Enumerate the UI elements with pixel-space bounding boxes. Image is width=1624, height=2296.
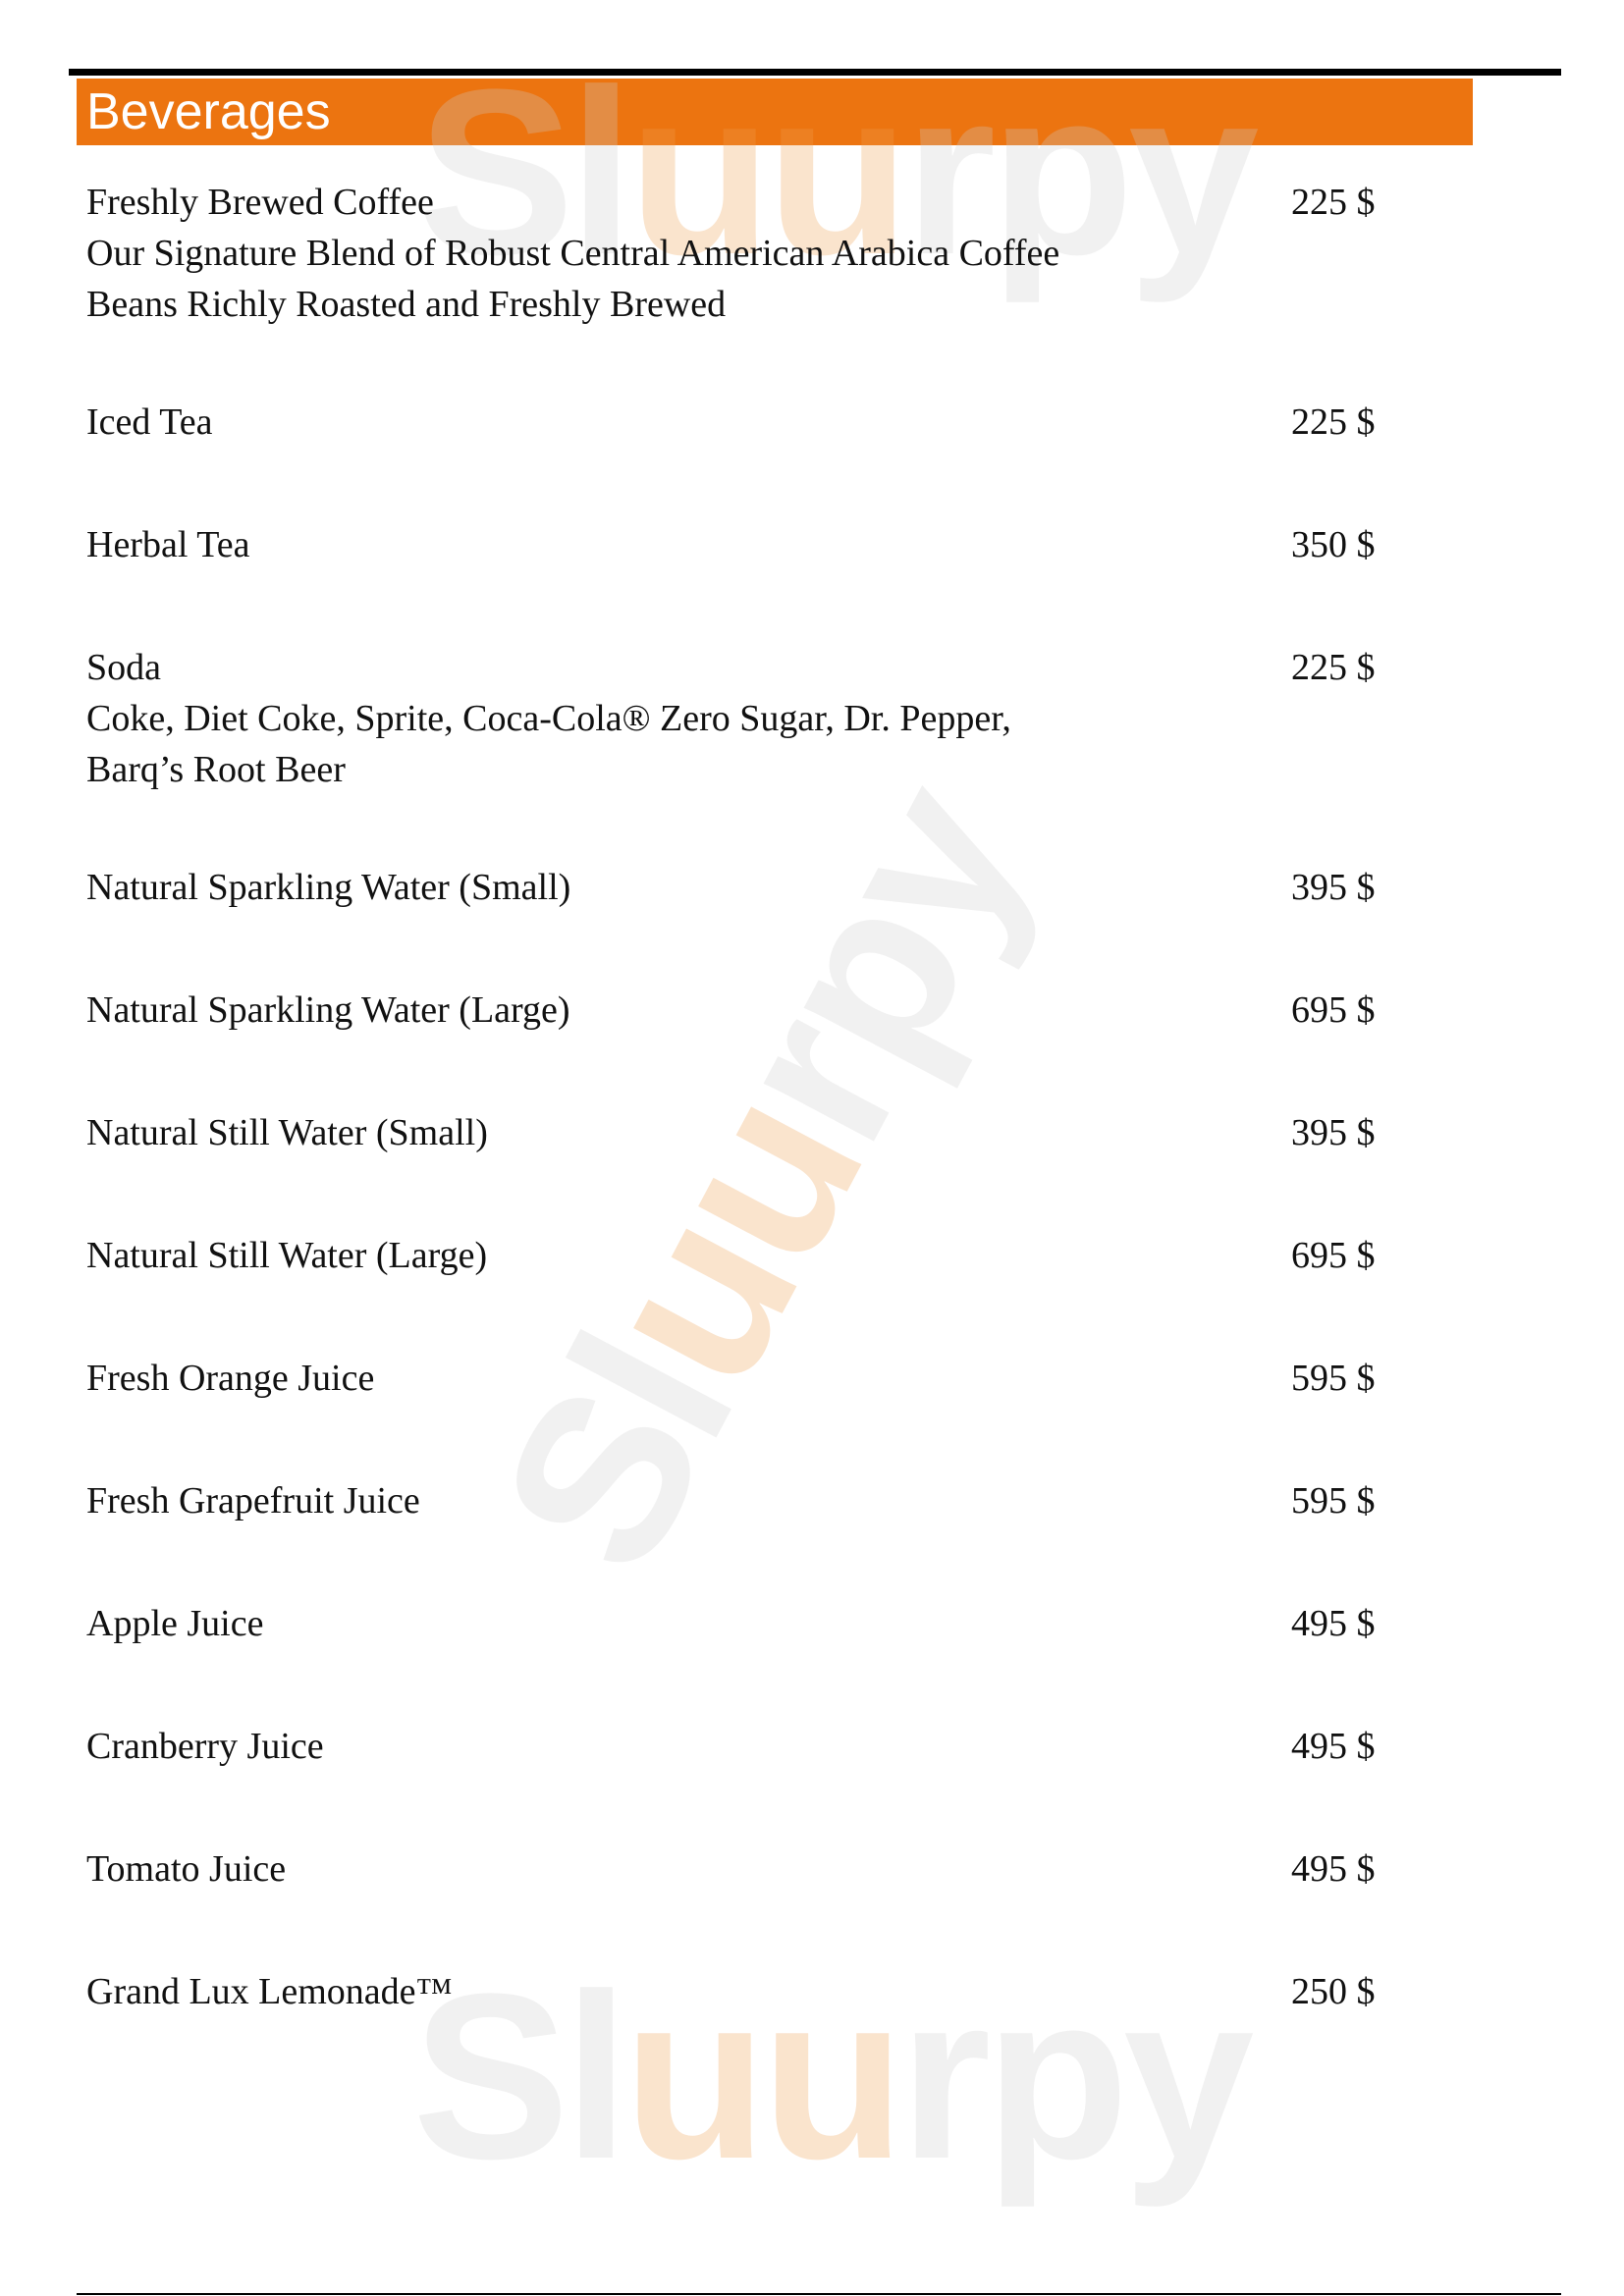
menu-item-price: 495 $ [1291, 1848, 1376, 1890]
bottom-rule [77, 2293, 1561, 2295]
menu-item [86, 862, 1382, 913]
watermark-logo: Sluurpy [449, 747, 1075, 1610]
menu-item-price: 350 $ [1291, 524, 1376, 565]
menu-item-name: Soda [86, 647, 161, 688]
menu-item-name: Fresh Grapefruit Juice [86, 1480, 420, 1522]
menu-item-price: 250 $ [1291, 1971, 1376, 2012]
menu-item-description: Our Signature Blend of Robust Central American Arabica Coffee [86, 233, 1060, 274]
menu-item-description: Coke, Diet Coke, Sprite, Coca-Cola® Zero Sugar, Dr. Pepper, [86, 698, 1011, 739]
menu-item-name: Iced Tea [86, 401, 213, 443]
section-title: Beverages [86, 83, 331, 140]
menu-item-name: Natural Still Water (Large) [86, 1235, 488, 1276]
menu-item-name: Natural Still Water (Small) [86, 1112, 488, 1153]
watermark-logo: Sluurpy [417, 40, 1254, 303]
menu-item-price: 395 $ [1291, 867, 1376, 908]
menu-item [86, 1598, 1382, 1649]
menu-item [86, 642, 1382, 795]
menu-item-price: 225 $ [1291, 182, 1376, 223]
menu-item-price: 695 $ [1291, 1235, 1376, 1276]
menu-item [86, 397, 1382, 448]
menu-item [86, 1966, 1382, 2017]
menu-item-name: Apple Juice [86, 1603, 264, 1644]
menu-item [86, 985, 1382, 1036]
menu-item-price: 495 $ [1291, 1603, 1376, 1644]
menu-item-price: 395 $ [1291, 1112, 1376, 1153]
menu-item [86, 1475, 1382, 1526]
menu-item [86, 1230, 1382, 1281]
menu-item [86, 1843, 1382, 1895]
menu-item-name: Natural Sparkling Water (Large) [86, 989, 570, 1031]
watermark-logo: Sluurpy [412, 1945, 1249, 2208]
menu-item-name: Herbal Tea [86, 524, 250, 565]
menu-item-price: 225 $ [1291, 401, 1376, 443]
menu-item-name: Natural Sparkling Water (Small) [86, 867, 571, 908]
menu-item [86, 1353, 1382, 1404]
menu-item-name: Fresh Orange Juice [86, 1358, 375, 1399]
menu-item-price: 695 $ [1291, 989, 1376, 1031]
menu-item [86, 177, 1382, 330]
menu-item-name: Tomato Juice [86, 1848, 287, 1890]
menu-item-description: Barq’s Root Beer [86, 749, 346, 790]
menu-item-name: Grand Lux Lemonade™ [86, 1971, 453, 2012]
menu-item-description: Beans Richly Roasted and Freshly Brewed [86, 284, 727, 325]
menu-item-price: 495 $ [1291, 1726, 1376, 1767]
menu-item-price: 595 $ [1291, 1480, 1376, 1522]
menu-item-price: 595 $ [1291, 1358, 1376, 1399]
menu-item [86, 1107, 1382, 1158]
menu-item-price: 225 $ [1291, 647, 1376, 688]
menu-item [86, 519, 1382, 570]
menu-item [86, 1721, 1382, 1772]
menu-item-name: Cranberry Juice [86, 1726, 324, 1767]
menu-item-name: Freshly Brewed Coffee [86, 182, 434, 223]
